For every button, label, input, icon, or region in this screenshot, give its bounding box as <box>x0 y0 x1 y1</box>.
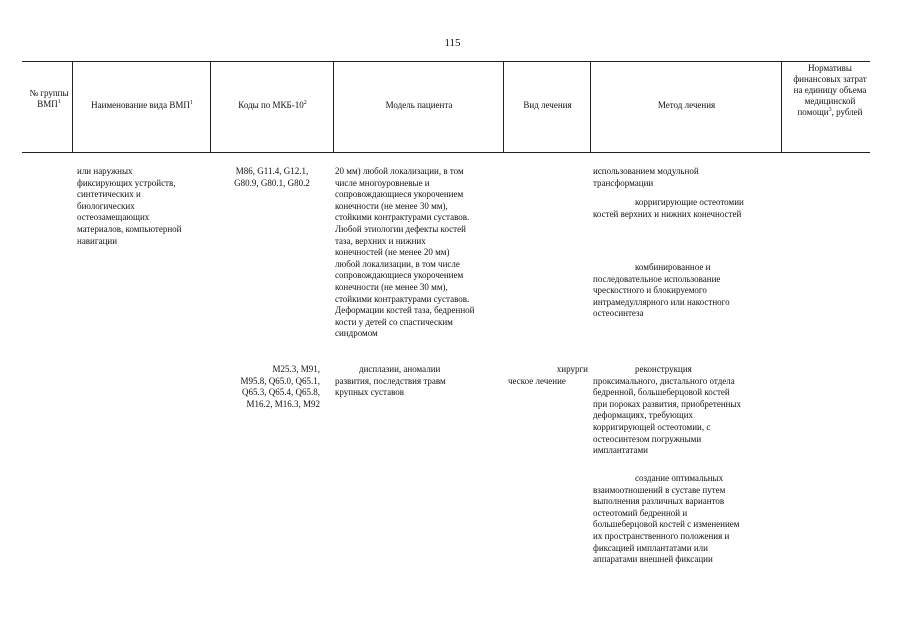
text-line: костей верхних и нижних конечностей <box>593 208 742 219</box>
header-financial-norms-unit: , рублей <box>831 107 863 117</box>
footnote-mark: 2 <box>303 100 307 106</box>
text-line: остеосинтезом погружными <box>593 433 702 444</box>
row1-method-3 <box>593 262 783 320</box>
text-line: числе многоуровневые и <box>335 177 430 188</box>
text-line: использованием модульной <box>593 166 699 176</box>
text-line: навигации <box>77 235 118 246</box>
header-treatment-type-text: Вид лечения <box>523 100 572 110</box>
text-line: остеотомий бедренной и <box>593 507 688 518</box>
text-line: остеосинтеза <box>593 308 644 319</box>
text-line: комбинированное и <box>635 262 711 272</box>
text-line: проксимального, дистального отдела <box>593 375 735 386</box>
column-divider <box>781 61 782 152</box>
text-line: хирурги <box>556 364 588 374</box>
footnote-mark: 1 <box>189 100 193 106</box>
column-divider <box>333 61 334 152</box>
text-line: Q65.3, Q65.4, Q65.8, <box>242 387 320 398</box>
text-line: их пространственного положения и <box>593 530 730 541</box>
row2-method-1 <box>593 364 783 457</box>
header-financial-norms-text: Нормативы финансовых затрат на единицу объема медицинской помощи <box>793 63 867 117</box>
text-line: интрамедуллярного или накостного <box>593 296 730 307</box>
text-line: сопровождающиеся укорочением <box>335 189 464 200</box>
text-line: Любой этиологии дефекты костей <box>335 223 466 234</box>
text-line: при пороках развития, приобретенных <box>593 398 741 409</box>
text-line: выполнения различных вариантов <box>593 496 725 507</box>
table-top-border <box>22 61 870 62</box>
row1-icd-codes <box>214 166 330 189</box>
text-line: конечности (не менее 30 мм), <box>335 200 448 211</box>
text-line: M86, G11.4, G12.1, <box>235 166 309 176</box>
text-line: реконструкция <box>635 364 692 374</box>
text-line: деформациях, требующих <box>593 410 694 421</box>
text-line: большеберцовой костей с изменением <box>593 519 740 530</box>
column-divider <box>503 61 504 152</box>
text-line: корригирующей остеотомии, с <box>593 421 711 432</box>
page-number: 115 <box>444 37 461 49</box>
text-line: биологических <box>77 200 135 211</box>
text-line: последовательное использование <box>593 273 721 284</box>
row1-method-1 <box>593 166 783 189</box>
text-line: взаимоотношений в суставе путем <box>593 484 726 495</box>
row2-patient-model <box>335 364 503 399</box>
row1-vmp-name <box>77 166 209 247</box>
header-financial-norms <box>788 63 872 118</box>
row2-method-2 <box>593 473 783 566</box>
column-divider <box>590 61 591 152</box>
text-line: стойкими контрактурами суставов. <box>335 293 470 304</box>
text-line: развития, последствия травм <box>335 375 446 386</box>
row1-patient-model <box>335 166 503 340</box>
header-bottom-border <box>22 152 870 153</box>
text-line: бедренной, большеберцовой костей <box>593 387 730 398</box>
text-line: фиксацией имплантатами или <box>593 542 708 553</box>
text-line: ческое лечение <box>508 375 566 386</box>
text-line: конечности (не менее 30 мм), <box>335 281 448 292</box>
text-line: любой локализации, в том числе <box>335 258 460 269</box>
header-treatment-type <box>505 100 590 111</box>
header-treatment-method-text: Метод лечения <box>657 100 716 110</box>
text-line: синтетических и <box>77 189 141 200</box>
text-line: M16.2, M16.3, M92 <box>246 398 320 409</box>
row2-treatment-type <box>508 364 588 387</box>
text-line: M25.3, M91, <box>272 364 320 374</box>
text-line: G80.9, G80.1, G80.2 <box>234 177 310 188</box>
text-line: M95.8, Q65.0, Q65.1, <box>240 375 320 386</box>
text-line: 20 мм) любой локализации, в том <box>335 166 464 176</box>
header-icd-codes <box>212 100 333 111</box>
footnote-mark: 1 <box>57 99 61 105</box>
text-line: дисплазии, аномалии <box>359 364 441 374</box>
text-line: или наружных <box>77 166 133 176</box>
header-patient-model <box>335 100 503 111</box>
text-line: аппаратами внешней фиксации <box>593 554 713 565</box>
text-line: чрескостного и блокируемого <box>593 285 707 296</box>
text-line: синдромом <box>335 328 378 339</box>
column-divider <box>210 61 211 152</box>
text-line: таза, верхних и нижних <box>335 235 426 246</box>
text-line: имплантатами <box>593 445 648 456</box>
row1-method-2 <box>593 197 783 220</box>
text-line: материалов, компьютерной <box>77 223 182 234</box>
header-group-number <box>26 88 72 110</box>
text-line: создание оптимальных <box>635 473 724 483</box>
header-vmp-name <box>74 100 210 111</box>
text-line: кости у детей со спастическим <box>335 316 453 327</box>
header-treatment-method <box>592 100 781 111</box>
header-vmp-name-text: Наименование вида ВМП <box>91 100 190 110</box>
footnote-mark: 3 <box>828 107 832 113</box>
text-line: конечностей (не менее 20 мм) <box>335 247 450 258</box>
text-line: остеозамещающих <box>77 212 150 223</box>
header-group-number-text: № группы ВМП <box>29 88 69 109</box>
header-icd-codes-text: Коды по МКБ-10 <box>238 100 304 110</box>
text-line: трансформации <box>593 177 654 188</box>
text-line: фиксирующих устройств, <box>77 177 176 188</box>
text-line: крупных суставов <box>335 387 405 398</box>
text-line: Деформации костей таза, бедренной <box>335 305 475 316</box>
header-patient-model-text: Модель пациента <box>385 100 453 110</box>
text-line: сопровождающиеся укорочением <box>335 270 464 281</box>
row2-icd-codes <box>212 364 320 410</box>
text-line: корригирующие остеотомии <box>635 197 744 207</box>
column-divider <box>72 61 73 152</box>
text-line: стойкими контрактурами суставов. <box>335 212 470 223</box>
